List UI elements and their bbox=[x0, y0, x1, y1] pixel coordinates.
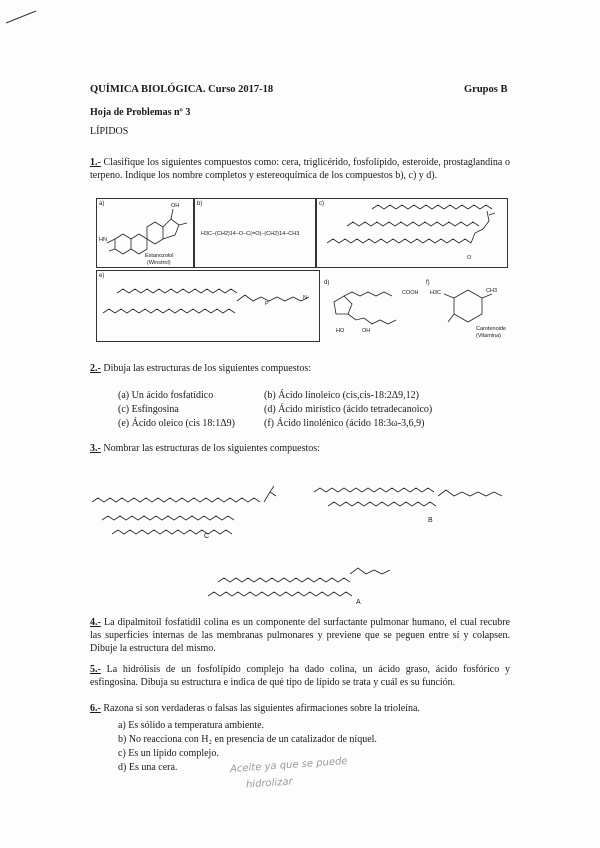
structure-d-label: d) bbox=[324, 280, 330, 286]
structure-f-label: f) bbox=[426, 280, 430, 286]
course-title: QUÍMICA BIOLÓGICA. Curso 2017-18 bbox=[90, 84, 274, 95]
question-4-text: La dipalmitoil fosfatidil colina es un componente del surfactante pulmonar humano, el cual recubre las superficies internas de las membranas pulmonares y previene que se peguen entre sí y colapsen. Dibuje la estructura del mismo. bbox=[90, 617, 510, 654]
triglyceride-structure bbox=[317, 199, 507, 267]
structure-a-name: Estanozolol bbox=[145, 253, 174, 259]
q2-item-f: (f) Ácido linolénico (ácido 18:3ω-3,6,9) bbox=[264, 418, 425, 429]
question-6-text: Razona si son verdaderas o falsas las siguientes afirmaciones sobre la trioleína. bbox=[100, 703, 420, 714]
structure-b-box bbox=[194, 198, 316, 268]
question-1-number: 1.- bbox=[90, 157, 101, 168]
question-2-text: Dibuja las estructuras de los siguientes compuestos: bbox=[100, 363, 312, 374]
topic-title: LÍPIDOS bbox=[90, 126, 129, 137]
question-2 bbox=[90, 362, 510, 375]
q2-item-c: (c) Esfingosina bbox=[118, 404, 179, 415]
pen-mark bbox=[4, 8, 38, 26]
q3-label-A: A bbox=[356, 599, 361, 606]
ho-label: HO bbox=[336, 328, 345, 334]
question-6-number: 6.- bbox=[90, 703, 101, 714]
handwritten-note-line1: Aceite ya que se puede bbox=[229, 755, 348, 776]
sheet-title: Hoja de Problemas nº 3 bbox=[90, 107, 191, 118]
ch3-label: CH3 bbox=[486, 288, 498, 294]
terpene-name: Carotenoide bbox=[476, 326, 506, 332]
structure-a-subname: (Winstrol) bbox=[147, 260, 171, 266]
question-1 bbox=[90, 156, 510, 182]
question-3-text: Nombrar las estructuras de los siguientes compuestos: bbox=[100, 443, 320, 454]
q3-label-C: C bbox=[204, 533, 210, 540]
question-5 bbox=[90, 663, 510, 689]
h3c-label: H3C bbox=[430, 290, 442, 296]
structure-b-formula: H3C–(CH2)14–O–C(=O)–(CH2)14–CH3 bbox=[201, 231, 300, 237]
q2-item-e: (e) Ácido oleico (cis 18:1Δ9) bbox=[118, 418, 235, 429]
cooh-label: COOH bbox=[402, 290, 419, 296]
q6-item-d: d) Es una cera. bbox=[118, 762, 178, 773]
structure-c-box: c) O bbox=[316, 198, 508, 268]
q6-item-a: a) Es sólido a temperatura ambiente. bbox=[118, 720, 265, 731]
structure-d-box bbox=[322, 278, 418, 340]
question-2-number: 2.- bbox=[90, 363, 101, 374]
phospholipid-structure bbox=[97, 271, 319, 341]
structure-f-box bbox=[424, 278, 506, 340]
question-5-number: 5.- bbox=[90, 664, 101, 675]
q6-item-b: b) No reacciona con H₂ en presencia de un catalizador de níquel. bbox=[118, 734, 377, 745]
q3-label-B: B bbox=[428, 517, 433, 524]
structure-c-label: c) bbox=[319, 201, 324, 207]
terpene-subname: (Vitamina) bbox=[476, 333, 501, 339]
structure-b-label: b) bbox=[197, 201, 203, 207]
oh-label: OH bbox=[362, 328, 371, 334]
group-label: Grupos B bbox=[464, 84, 508, 95]
question-3 bbox=[90, 442, 510, 455]
q2-item-d: (d) Ácido mirístico (ácido tetradecanoico) bbox=[264, 404, 433, 415]
structure-e-label: e) bbox=[99, 273, 105, 279]
question-3-number: 3.- bbox=[90, 443, 101, 454]
q2-item-a: (a) Un ácido fosfatídico bbox=[118, 390, 214, 401]
question-6 bbox=[90, 702, 510, 715]
question-5-text: La hidrólisis de un fosfolípido complejo ha dado colina, un ácido graso, ácido fosfórico y esfingosina. Dibuja su estructura e indica de qué tipo de lípido se trata y cuál es su función. bbox=[90, 664, 510, 688]
q3-structures bbox=[88, 462, 518, 602]
q6-item-c: c) Es un lípido complejo. bbox=[118, 748, 219, 759]
structure-a-label: a) bbox=[99, 201, 105, 207]
question-4 bbox=[90, 616, 510, 655]
handwritten-note-line2: hidrolizar bbox=[245, 776, 294, 791]
structure-e-box: e) P N bbox=[96, 270, 320, 342]
question-1-text: Clasifique los siguientes compuestos como: cera, triglicérido, fosfolípido, esteroide, prostaglandina o terpeno. Indique los nombre completos y estereoquímica de los compuestos b), c) y d). bbox=[90, 157, 510, 181]
structure-a-box: a) OH HN Estanozolol (Winstrol) bbox=[96, 198, 194, 268]
q2-item-b: (b) Ácido linoleico (cis,cis-18:2Δ9,12) bbox=[264, 390, 420, 401]
question-4-number: 4.- bbox=[90, 617, 101, 628]
